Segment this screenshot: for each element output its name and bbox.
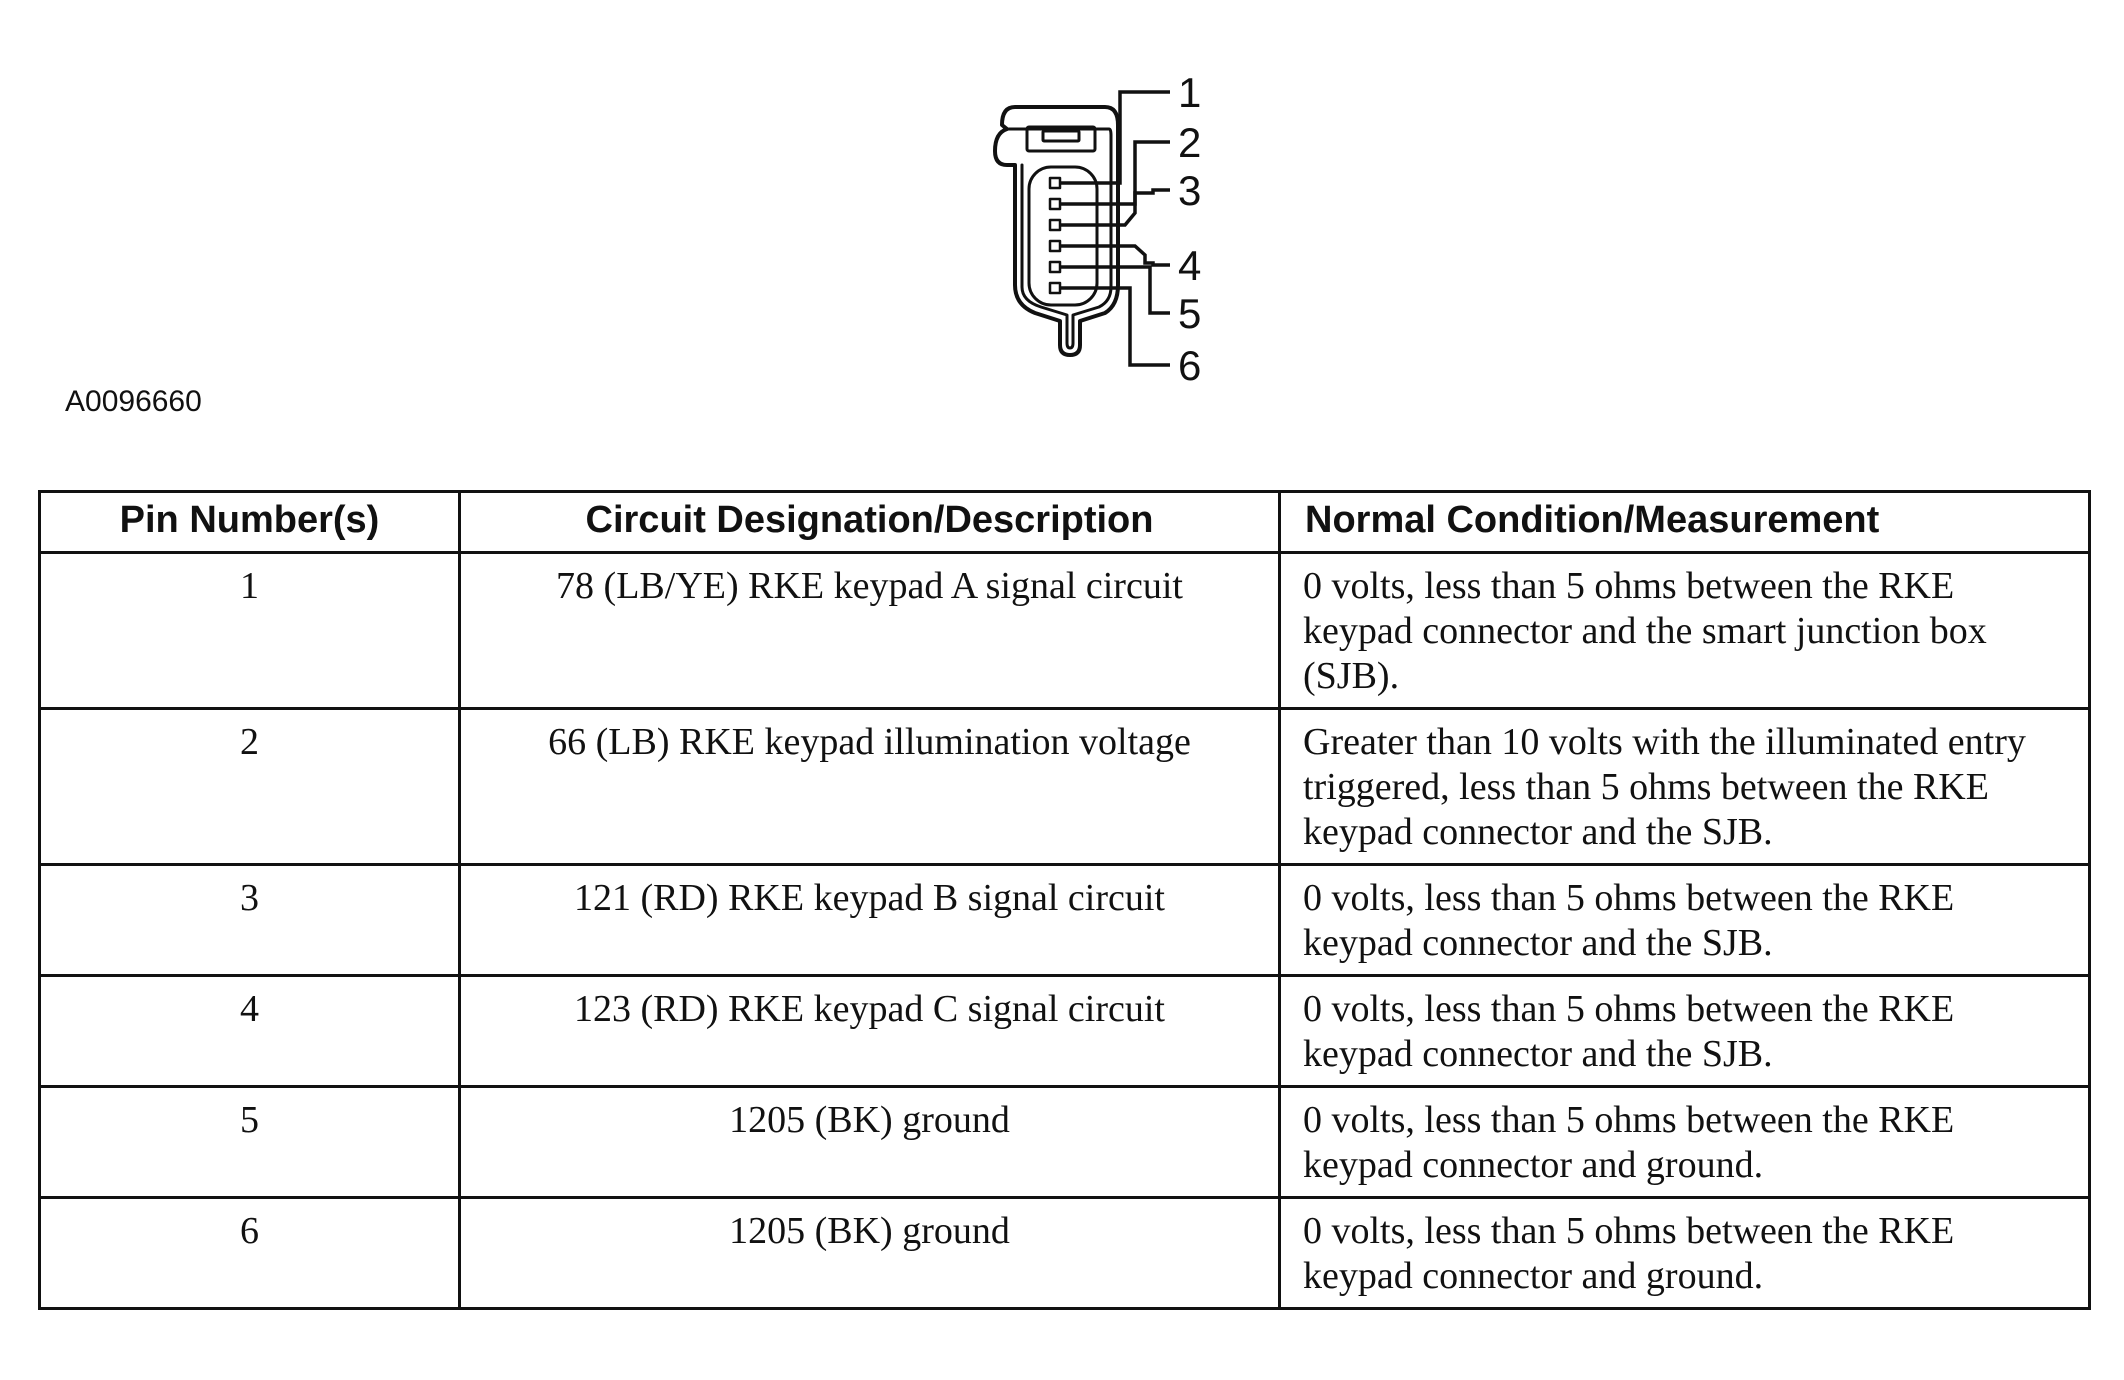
table-row xyxy=(40,553,2090,709)
connector-diagram xyxy=(985,55,1245,395)
pin-callout-6: 6 xyxy=(1178,342,1202,389)
pin-number-cell: 5 xyxy=(40,1087,460,1198)
table-row xyxy=(40,1198,2090,1309)
pin-callout-2: 2 xyxy=(1178,119,1202,166)
header-pin-number: Pin Number(s) xyxy=(40,492,460,553)
pin-callout-5: 5 xyxy=(1178,290,1202,337)
pin-callouts xyxy=(1178,69,1201,389)
table-row xyxy=(40,865,2090,976)
circuit-cell: 123 (RD) RKE keypad C signal circuit xyxy=(460,976,1280,1087)
condition-cell: 0 volts, less than 5 ohms between the RKE keypad connector and ground. xyxy=(1280,1198,2090,1309)
pin-number-cell: 2 xyxy=(40,709,460,865)
circuit-cell: 1205 (BK) ground xyxy=(460,1198,1280,1309)
circuit-cell: 1205 (BK) ground xyxy=(460,1087,1280,1198)
condition-cell: Greater than 10 volts with the illuminated entry triggered, less than 5 ohms between the RKE keypad connector and the SJB. xyxy=(1280,709,2090,865)
pin-callout-4: 4 xyxy=(1178,242,1202,289)
table-header-row xyxy=(40,492,2090,553)
table-row xyxy=(40,976,2090,1087)
pin-number-cell: 1 xyxy=(40,553,460,709)
pin-number-cell: 3 xyxy=(40,865,460,976)
circuit-cell: 78 (LB/YE) RKE keypad A signal circuit xyxy=(460,553,1280,709)
circuit-cell: 121 (RD) RKE keypad B signal circuit xyxy=(460,865,1280,976)
condition-cell: 0 volts, less than 5 ohms between the RKE keypad connector and the smart junction box (SJB). xyxy=(1280,553,2090,709)
table-row xyxy=(40,1087,2090,1198)
header-condition: Normal Condition/Measurement xyxy=(1280,492,2090,553)
condition-cell: 0 volts, less than 5 ohms between the RKE keypad connector and the SJB. xyxy=(1280,976,2090,1087)
condition-cell: 0 volts, less than 5 ohms between the RKE keypad connector and the SJB. xyxy=(1280,865,2090,976)
condition-cell: 0 volts, less than 5 ohms between the RKE keypad connector and ground. xyxy=(1280,1087,2090,1198)
table-row xyxy=(40,709,2090,865)
pin-callout-3: 3 xyxy=(1178,167,1202,214)
pin-leader-lines xyxy=(1060,92,1170,365)
pin-number-cell: 6 xyxy=(40,1198,460,1309)
pin-table xyxy=(38,490,2091,1310)
connector-body xyxy=(995,107,1118,355)
header-circuit: Circuit Designation/Description xyxy=(460,492,1280,553)
pin-number-cell: 4 xyxy=(40,976,460,1087)
circuit-cell: 66 (LB) RKE keypad illumination voltage xyxy=(460,709,1280,865)
pin-callout-1: 1 xyxy=(1178,69,1202,116)
figure-id: A0096660 xyxy=(65,385,202,418)
